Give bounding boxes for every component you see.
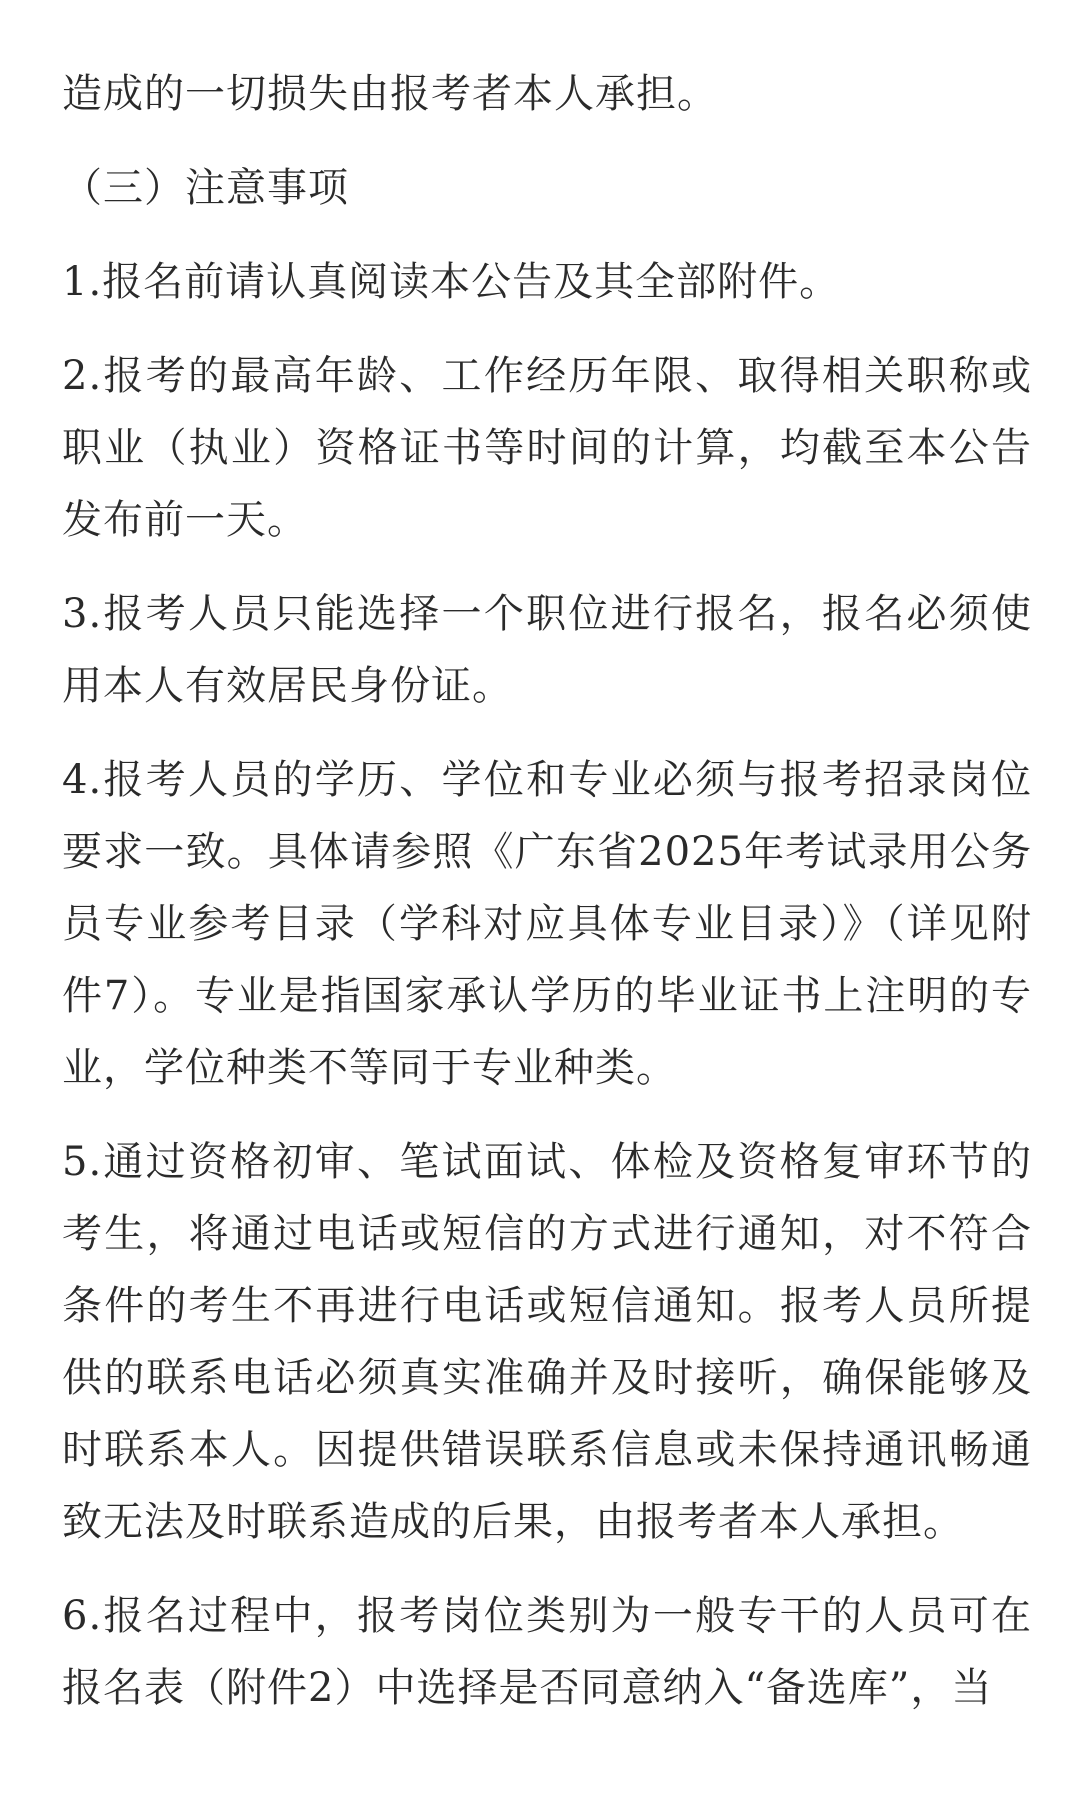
paragraph-liability: 造成的一切损失由报考者本人承担。 bbox=[62, 71, 718, 117]
note-item-5: 5.通过资格初审、笔试面试、体检及资格复审环节的考生，将通过电话或短信的方式进行通知，对不符合条件的考生不再进行电话或短信通知。报考人员所提供的联系电话必须真实准确并及时接听，确保能够及时联系本人。因提供错误联系信息或未保持通讯畅通致无法及时联系造成的后果，由报考者本人承担。 bbox=[62, 1139, 1032, 1545]
note-item-3: 3.报考人员只能选择一个职位进行报名，报名必须使用本人有效居民身份证。 bbox=[62, 591, 1032, 709]
note-item-6: 6.报名过程中，报考岗位类别为一般专干的人员可在报名表（附件2）中选择是否同意纳入“备选库”，当 bbox=[62, 1593, 1032, 1711]
note-item-2: 2.报考的最高年龄、工作经历年限、取得相关职称或职业（执业）资格证书等时间的计算，均截至本公告发布前一天。 bbox=[62, 353, 1032, 543]
section-heading-notes: （三）注意事项 bbox=[62, 165, 349, 211]
article-body bbox=[62, 58, 1032, 1746]
note-item-4: 4.报考人员的学历、学位和专业必须与报考招录岗位要求一致。具体请参照《广东省2025年考试录用公务员专业参考目录（学科对应具体专业目录）》（详见附件7）。专业是指国家承认学历的毕业证书上注明的专业，学位种类不等同于专业种类。 bbox=[62, 757, 1032, 1091]
note-item-1: 1.报名前请认真阅读本公告及其全部附件。 bbox=[62, 259, 841, 305]
